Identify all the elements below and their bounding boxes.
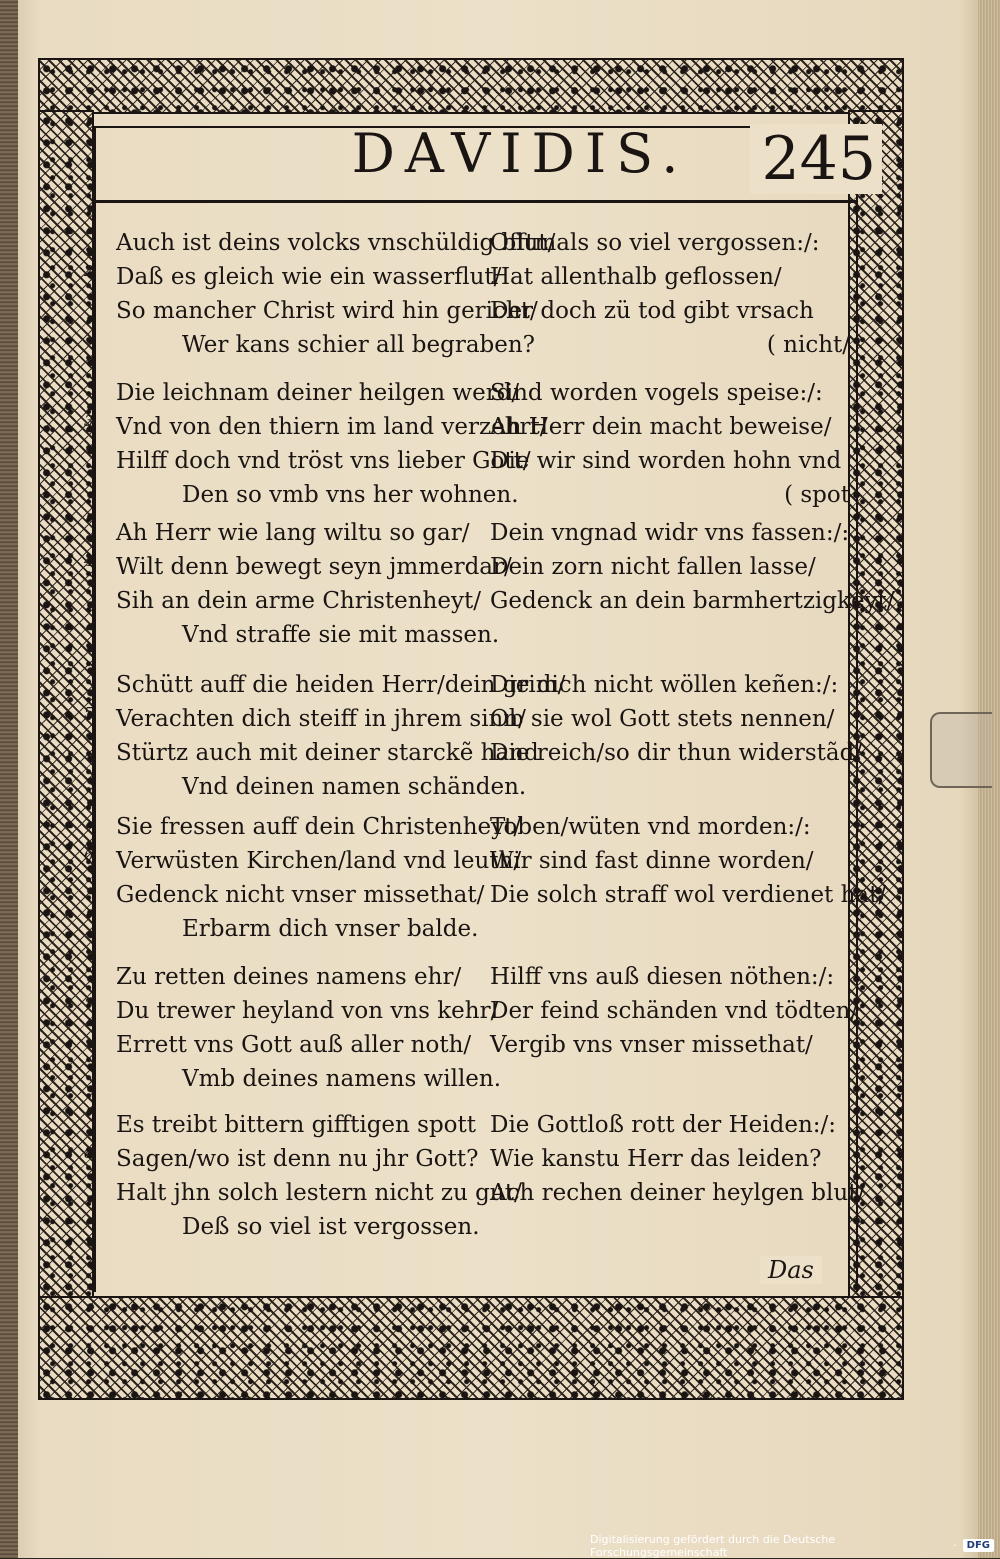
- verse-text-last: Vnd deinen namen schänden.: [182, 774, 527, 800]
- verse-line: [110, 878, 887, 912]
- running-head: DAVIDIS.: [351, 122, 689, 185]
- verse-line: [110, 550, 850, 584]
- verse-text-a: Die leichnam deiner heilgen werd/: [116, 380, 520, 406]
- verse-text-a: Hilff doch vnd tröst vns lieber Gott/: [116, 448, 531, 474]
- verse-text-last: Wer kans schier all begraben?: [182, 332, 536, 358]
- verse-number: 7: [84, 996, 94, 1014]
- verse-text-last: Den so vmb vns her wohnen.: [182, 482, 519, 508]
- verse-text-a: Du trewer heyland von vns kehr/: [116, 998, 499, 1024]
- stanza: [84, 960, 859, 1096]
- verse-line: [110, 294, 850, 328]
- verse-text-b: Dein vngnad widr vns fassen:/:: [490, 520, 850, 546]
- dfg-credit-text: Digitalisierung gefördert durch die Deutsche Forschungsgemeinschaft: [590, 1532, 836, 1559]
- verse-text-b: Vergib vns vnser missethat/: [490, 1032, 813, 1058]
- verse-text-b: Ah Herr dein macht beweise/: [490, 414, 832, 440]
- header-rule: [94, 200, 856, 203]
- verse-text-last: Vmb deines namens willen.: [182, 1066, 502, 1092]
- verse-text-b: Ob sie wol Gott stets nennen/: [490, 706, 835, 732]
- verse-text-b: Die wir sind worden hohn vnd: [490, 448, 842, 474]
- verse-text-a: Zu retten deines namens ehr/: [116, 964, 462, 990]
- verse-text-b: Die Gottloß rott der Heiden:/:: [490, 1112, 836, 1138]
- verse-text-a: Stürtz auch mit deiner starckẽ hand: [116, 740, 539, 766]
- ornament-top: [38, 58, 904, 114]
- verse-text-b: Die dich nicht wöllen keñen:/:: [490, 672, 839, 698]
- dfg-credit-bar: Digitalisierung gefördert durch die Deutsche Forschungsgemeinschaft · DFG: [590, 1533, 1000, 1558]
- verse-line: [110, 478, 850, 512]
- verse-text-turnover: ( spot: [784, 482, 850, 508]
- stanza: [84, 1108, 866, 1244]
- verse-text-b: Offtmals so viel vergossen:/:: [490, 230, 820, 256]
- verse-line: [110, 328, 850, 362]
- verse-text-b: Die reich/so dir thun widerstãd/: [490, 740, 863, 766]
- verse-text-a: Wilt denn bewegt seyn jmmerdar/: [116, 554, 512, 580]
- verse-text-b: Dein zorn nicht fallen lasse/: [490, 554, 816, 580]
- verse-text-a: Schütt auff die heiden Herr/dein grim/: [116, 672, 566, 698]
- verse-line: [110, 770, 850, 804]
- verse-line: [110, 260, 850, 294]
- verse-text-b: Die solch straff wol verdienet hat/: [490, 882, 887, 908]
- verse-text-b: Hilff vns auß diesen nöthen:/:: [490, 964, 835, 990]
- verse-line: [110, 736, 863, 770]
- stanza: [84, 668, 863, 804]
- verse-line: [110, 994, 859, 1028]
- verse-text-a: Es treibt bittern gifftigen spott: [116, 1112, 477, 1138]
- verse-text-a: Sagen/wo ist denn nu jhr Gott?: [116, 1146, 479, 1172]
- verse-text-a: Auch ist deins volcks vnschüldig blut/: [116, 230, 556, 256]
- stanza: [84, 376, 850, 512]
- verse-text-b: Toben/wüten vnd morden:/:: [490, 814, 811, 840]
- verse-text-a: Halt jhn solch lestern nicht zu gut/: [116, 1180, 522, 1206]
- verse-line: [110, 444, 850, 478]
- verse-number: 6: [84, 846, 94, 864]
- verse-line: [110, 410, 850, 444]
- verse-line: [110, 584, 895, 618]
- verse-text-b: Hat allenthalb geflossen/: [490, 264, 782, 290]
- verse-line: [110, 1176, 866, 1210]
- verse-text-a: Sie fressen auff dein Christenheyt/: [116, 814, 522, 840]
- verse-text-a: Verwüsten Kirchen/land vnd leuth/: [116, 848, 522, 874]
- verse-line: [110, 1028, 850, 1062]
- verse-text-a: Ah Herr wie lang wiltu so gar/: [116, 520, 470, 546]
- ornament-bottom: [38, 1296, 904, 1400]
- verse-text-b: Wie kanstu Herr das leiden?: [490, 1146, 822, 1172]
- verse-line: [110, 1210, 850, 1244]
- verse-text-a: Daß es gleich wie ein wasserflut/: [116, 264, 502, 290]
- stanza: [84, 226, 850, 362]
- verse-line: [110, 668, 850, 702]
- verse-line: [110, 960, 850, 994]
- verse-line: [110, 1062, 850, 1096]
- verse-text-a: Verachten dich steiff in jhrem sinn/: [116, 706, 526, 732]
- verse-line: [110, 226, 850, 260]
- verse-number: 3: [84, 412, 94, 430]
- verse-line: [110, 618, 850, 652]
- verse-line: [110, 810, 850, 844]
- book-gutter: [0, 0, 18, 1558]
- stanza: [84, 810, 887, 946]
- verse-line: [110, 516, 850, 550]
- verse-text-a: Sih an dein arme Christenheyt/: [116, 588, 481, 614]
- verse-text-b: Der doch zü tod gibt vrsach: [490, 298, 814, 324]
- verse-line: [110, 376, 850, 410]
- verse-line: [110, 702, 850, 736]
- bookmark-tab: [930, 712, 992, 788]
- verse-text-b: Der feind schänden vnd tödten/: [490, 998, 859, 1024]
- verse-text-last: Deß so viel ist vergossen.: [182, 1214, 480, 1240]
- verse-text-a: So mancher Christ wird hin gericht/: [116, 298, 538, 324]
- verse-line: [110, 1108, 850, 1142]
- verse-number: 4: [84, 552, 94, 570]
- verse-number: 2: [84, 262, 94, 280]
- page-number: 245: [750, 124, 882, 194]
- verse-number: 8: [84, 1144, 94, 1162]
- verse-text-a: Gedenck nicht vnser missethat/: [116, 882, 485, 908]
- verse-line: [110, 844, 850, 878]
- verse-text-a: Errett vns Gott auß aller noth/: [116, 1032, 472, 1058]
- verse-text-b: Ach rechen deiner heylgen blut/: [490, 1180, 866, 1206]
- verse-text-last: Erbarm dich vnser balde.: [182, 916, 479, 942]
- catchword: Das: [760, 1256, 822, 1284]
- dfg-logo: DFG: [963, 1539, 994, 1552]
- verse-text-a: Vnd von den thiern im land verzehrt/: [116, 414, 548, 440]
- verse-line: [110, 912, 850, 946]
- verse-text-last: Vnd straffe sie mit massen.: [182, 622, 500, 648]
- verse-text-b: Sind worden vogels speise:/:: [490, 380, 823, 406]
- verse-text-turnover: ( nicht/: [766, 332, 850, 358]
- verse-text-b: Gedenck an dein barmhertzigkeyt/: [490, 588, 895, 614]
- verse-text-b: Wir sind fast dinne worden/: [490, 848, 814, 874]
- verse-number: 5: [84, 704, 94, 722]
- stanza: [84, 516, 895, 652]
- verse-line: [110, 1142, 850, 1176]
